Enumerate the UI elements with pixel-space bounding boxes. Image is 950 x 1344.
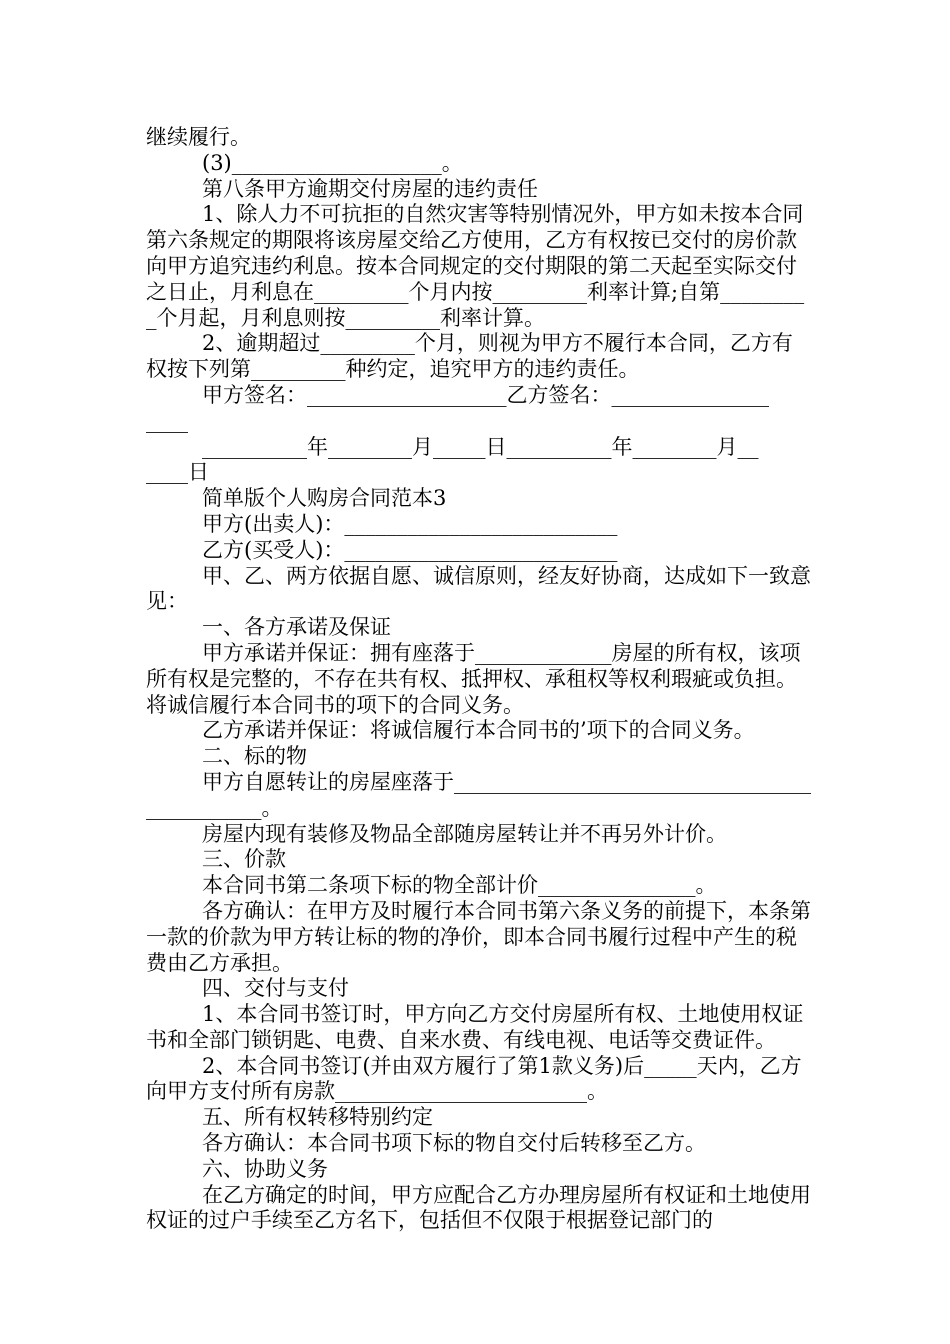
paragraph: 甲方自愿转让的房屋座落于_____________________________________________。 [146,769,811,820]
document-title: 简单版个人购房合同范本3 [202,486,447,511]
party-b-line: 乙方(买受人)：__________________________ [202,537,618,562]
paragraph: 各方确认：本合同书项下标的物自交付后转移至乙方。 [202,1131,706,1156]
paragraph: 乙方承诺并保证：将诚信履行本合同书的’项下的合同义务。 [202,718,755,743]
paragraph: 在乙方确定的时间，甲方应配合乙方办理房屋所有权证和土地使用权证的过户手续至乙方名下，包括但不仅限于根据登记部门的 [146,1182,811,1233]
section-heading: 一、各方承诺及保证 [202,615,391,640]
paragraph: 继续履行。 [146,125,251,149]
signature-line: 甲方签名：___________________乙方签名：_______________ ____ [146,382,769,433]
paragraph: 2、逾期超过_________个月，则视为甲方不履行本合同，乙方有权按下列第_________种约定，追究甲方的违约责任。 [146,331,793,382]
section-heading: 六、协助义务 [202,1156,328,1181]
paragraph: 甲、乙、两方依据自愿、诚信原则，经友好协商，达成如下一致意见： [146,563,811,614]
paragraph: 1、除人力不可抗拒的自然灾害等特别情况外，甲方如未按本合同第六条规定的期限将该房屋交给乙方使用，乙方有权按已交付的房价款向甲方追究违约利息。按本合同规定的交付期限的第二天起至实际交付之日止，月利息在_________个月内按_________利率计算;自第_________个月起，月利息则按_________利率计算。 [146,202,805,330]
party-a-line: 甲方(出卖人)：__________________________ [202,511,618,536]
section-heading: 第八条甲方逾期交付房屋的违约责任 [202,176,538,201]
paragraph: 1、本合同书签订时，甲方向乙方交付房屋所有权、土地使用权证书和全部门锁钥匙、电费、自来水费、有线电视、电话等交费证件。 [146,1002,804,1052]
paragraph: (3)____________________。 [202,150,463,175]
paragraph: 2、本合同书签订(并由双方履行了第1款义务)后_____天内，乙方向甲方支付所有房款________________________。 [146,1053,802,1104]
date-line: __________年________月_____日__________年________月__ ____日 [146,434,759,485]
paragraph: 本合同书第二条项下标的物全部计价_______________。 [202,873,717,898]
paragraph: 各方确认：在甲方及时履行本合同书第六条义务的前提下，本条第一款的价款为甲方转让标的物的净价，即本合同书履行过程中产生的税费由乙方承担。 [146,898,811,975]
section-heading: 四、交付与支付 [202,976,349,1001]
paragraph: 房屋内现有装修及物品全部随房屋转让并不再另外计价。 [202,821,727,846]
section-heading: 五、所有权转移特别约定 [202,1105,433,1130]
section-heading: 二、标的物 [202,744,307,769]
section-heading: 三、价款 [202,847,286,872]
contract-text [146,125,811,1234]
paragraph: 甲方承诺并保证：拥有座落于_____________房屋的所有权，该项所有权是完整的，不存在共有权、抵押权、承租权等权利瑕疵或负担。将诚信履行本合同书的项下的合同义务。 [146,640,801,717]
